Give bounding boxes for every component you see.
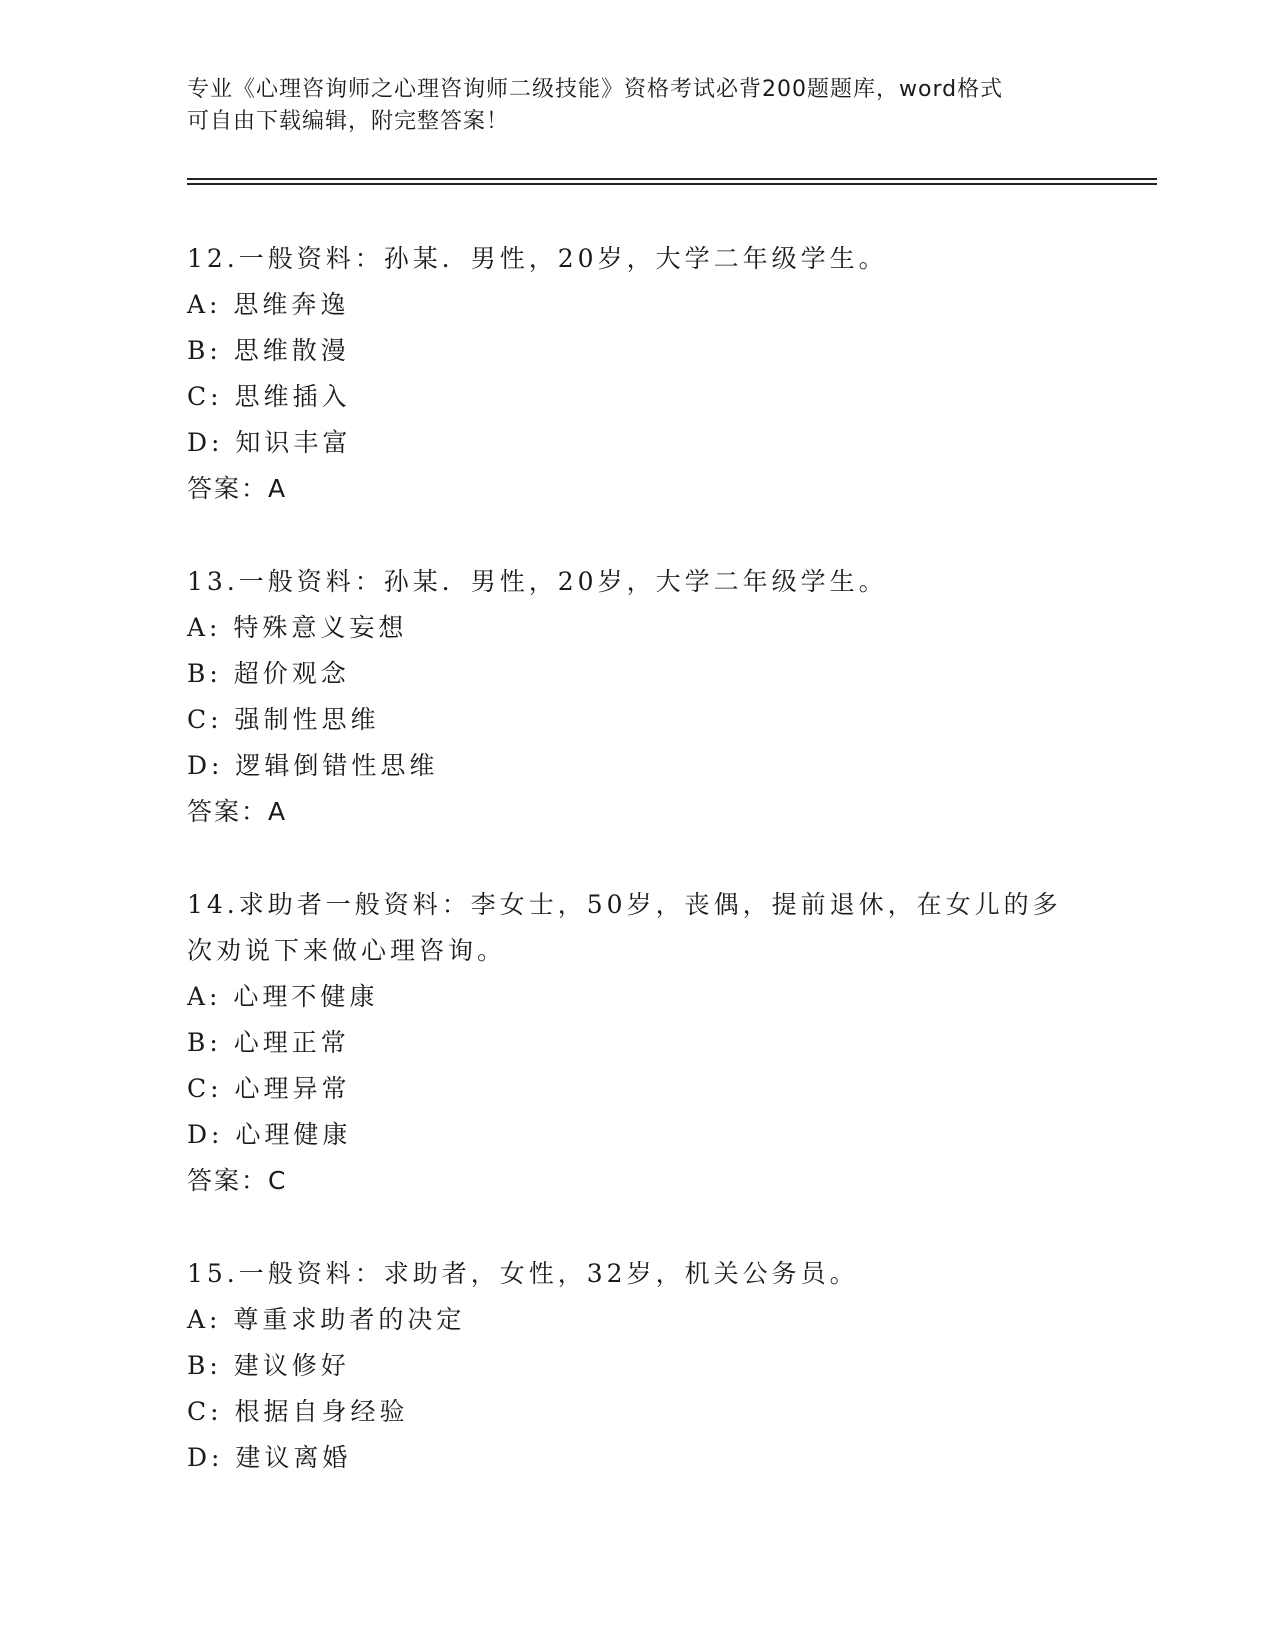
option-c: C: 根据自身经验: [187, 1397, 409, 1426]
option-c: C: 思维插入: [187, 382, 351, 411]
question-stem: 15.一般资料：求助者，女性，32岁，机关公务员。: [187, 1259, 859, 1288]
header-divider-bottom: [187, 183, 1157, 185]
question-stem: 12.一般资料：孙某．男性，20岁，大学二年级学生。: [187, 244, 888, 273]
option-d: D: 建议离婚: [187, 1443, 352, 1472]
question-list: [187, 236, 1107, 1528]
question-15: [187, 1251, 1107, 1481]
option-a: A: 思维奔逸: [187, 290, 350, 319]
question-stem: 13.一般资料：孙某．男性，20岁，大学二年级学生。: [187, 567, 888, 596]
option-a: A: 尊重求助者的决定: [187, 1305, 466, 1334]
answer-line: 答案：A: [187, 474, 288, 503]
option-b: B: 超价观念: [187, 659, 350, 688]
option-d: D: 心理健康: [187, 1120, 352, 1149]
header-line-2: 可自由下载编辑，附完整答案！: [187, 109, 510, 134]
answer-line: 答案：A: [187, 797, 288, 826]
option-c: C: 强制性思维: [187, 705, 380, 734]
option-b: B: 思维散漫: [187, 336, 350, 365]
question-stem: 14.求助者一般资料：李女士，50岁，丧偶，提前退休，在女儿的多次劝说下来做心理咨询。: [187, 890, 1062, 965]
option-b: B: 建议修好: [187, 1351, 350, 1380]
header-line-1: 专业《心理咨询师之心理咨询师二级技能》资格考试必背200题题库，word格式: [187, 77, 1004, 102]
header-divider-top: [187, 178, 1157, 180]
question-13: [187, 559, 1107, 835]
option-c: C: 心理异常: [187, 1074, 351, 1103]
document-header: [187, 74, 1087, 138]
question-12: [187, 236, 1107, 512]
option-a: A: 特殊意义妄想: [187, 613, 408, 642]
option-d: D: 逻辑倒错性思维: [187, 751, 439, 780]
answer-line: 答案：C: [187, 1166, 288, 1195]
question-14: [187, 882, 1107, 1204]
option-b: B: 心理正常: [187, 1028, 350, 1057]
option-d: D: 知识丰富: [187, 428, 352, 457]
option-a: A: 心理不健康: [187, 982, 379, 1011]
